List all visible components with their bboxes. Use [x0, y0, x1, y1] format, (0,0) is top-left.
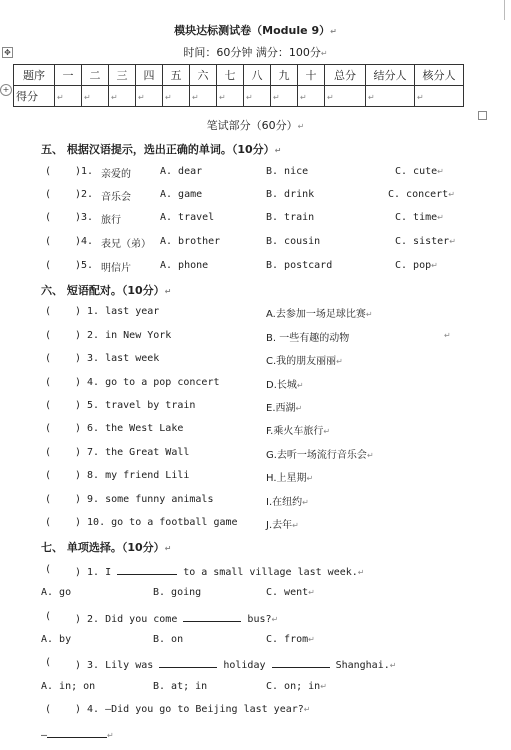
option-c: C. went↵	[266, 587, 315, 598]
answer-paren[interactable]: (	[45, 470, 52, 481]
option-c: C. sister↵	[395, 236, 456, 247]
phrase-chinese: D.长城↵	[266, 380, 304, 391]
option-c: C. pop↵	[395, 260, 438, 271]
phrase-english: ) 4. go to a pop concert	[75, 377, 220, 388]
answer-paren[interactable]: (	[45, 423, 52, 434]
phrase-chinese: E.西湖↵	[266, 403, 303, 414]
question-text: ) 2. Did you come bus?↵	[75, 611, 278, 625]
paragraph-mark: ↵	[444, 331, 451, 340]
score-cell[interactable]: ↵	[325, 86, 366, 107]
answer-paren[interactable]: (	[45, 306, 52, 317]
phrase-chinese: G.去听一场流行音乐会↵	[266, 450, 374, 461]
table-header-cell[interactable]: 四	[136, 65, 163, 86]
fill-blank[interactable]	[272, 657, 330, 668]
option-a: A. brother	[160, 236, 221, 247]
answer-paren[interactable]: (	[45, 657, 52, 668]
option-a: A. game	[160, 189, 203, 200]
phrase-english: ) 2. in New York	[75, 330, 172, 341]
phrase-chinese: H.上星期↵	[266, 473, 314, 484]
phrase-chinese: F.乘火车旅行↵	[266, 426, 331, 437]
option-b: B. nice	[266, 166, 309, 177]
option-a: A. phone	[160, 260, 209, 271]
phrase-english: ) 9. some funny animals	[75, 494, 214, 505]
option-a: A. by	[41, 634, 72, 645]
question-number: )3.	[75, 212, 94, 223]
section5-heading: 五、 根据汉语提示，选出正确的单词。（10分）↵	[41, 143, 282, 156]
table-header-cell[interactable]: 核分人	[415, 65, 464, 86]
table-move-handle[interactable]: ✥	[2, 47, 13, 58]
answer-paren[interactable]: (	[45, 564, 52, 575]
score-cell[interactable]: ↵	[163, 86, 190, 107]
option-c: C. concert↵	[388, 189, 455, 200]
exam-title: 模块达标测试卷（Module 9）↵	[174, 24, 337, 37]
question-text: ) 4. —Did you go to Beijing last year?↵	[75, 704, 311, 715]
page-edge-left	[0, 0, 1, 750]
answer-paren[interactable]: (	[45, 704, 52, 715]
option-a: A. in; on	[41, 681, 96, 692]
fill-blank[interactable]	[117, 564, 177, 575]
table-header-cell[interactable]: 结分人	[366, 65, 415, 86]
answer-paren[interactable]: (	[45, 189, 52, 200]
question-text: ) 1. I to a small village last week.↵	[75, 564, 365, 578]
question-number: )5.	[75, 260, 94, 271]
phrase-chinese: J.去年↵	[266, 520, 299, 531]
score-cell[interactable]: ↵	[366, 86, 415, 107]
phrase-english: ) 1. last year	[75, 306, 160, 317]
question-number: )4.	[75, 236, 94, 247]
score-cell[interactable]: ↵	[217, 86, 244, 107]
fill-blank[interactable]	[47, 727, 107, 738]
section7-heading: 七、 单项选择。（10分）↵	[41, 541, 172, 554]
score-table-header-row	[14, 65, 464, 86]
option-a: A. travel	[160, 212, 215, 223]
answer-paren[interactable]: (	[45, 400, 52, 411]
option-b: B. going	[153, 587, 202, 598]
table-header-cell[interactable]: 五	[163, 65, 190, 86]
table-header-cell[interactable]: 总分	[325, 65, 366, 86]
chinese-prompt: 旅行	[101, 215, 121, 226]
exam-subtitle: 时间：60分钟 满分：100分↵	[183, 46, 328, 59]
table-header-cell[interactable]: 三	[109, 65, 136, 86]
phrase-english: ) 3. last week	[75, 353, 160, 364]
score-cell[interactable]: ↵	[109, 86, 136, 107]
option-b: B. at; in	[153, 681, 208, 692]
answer-paren[interactable]: (	[45, 212, 52, 223]
score-cell[interactable]: ↵	[244, 86, 271, 107]
score-cell[interactable]: ↵	[298, 86, 325, 107]
chinese-prompt: 明信片	[101, 263, 131, 274]
answer-paren[interactable]: (	[45, 611, 52, 622]
table-header-cell[interactable]: 一	[55, 65, 82, 86]
option-a: A. dear	[160, 166, 203, 177]
option-a: A. go	[41, 587, 72, 598]
answer-paren[interactable]: (	[45, 447, 52, 458]
phrase-chinese: I.在纽约↵	[266, 497, 309, 508]
option-c: C. on; in↵	[266, 681, 327, 692]
score-table-score-row	[14, 86, 464, 107]
option-c: C. cute↵	[395, 166, 444, 177]
chinese-prompt: 音乐会	[101, 192, 131, 203]
option-b: B. train	[266, 212, 315, 223]
table-header-cell[interactable]: 八	[244, 65, 271, 86]
table-header-cell[interactable]: 题序	[14, 65, 55, 86]
score-cell[interactable]: ↵	[271, 86, 298, 107]
score-row-label[interactable]: 得分	[14, 86, 55, 107]
answer-paren[interactable]: (	[45, 353, 52, 364]
score-cell[interactable]: ↵	[415, 86, 464, 107]
option-b: B. drink	[266, 189, 315, 200]
phrase-english: ) 5. travel by train	[75, 400, 196, 411]
phrase-chinese: A.去参加一场足球比赛↵	[266, 309, 373, 320]
answer-paren[interactable]: (	[45, 166, 52, 177]
written-part-label: 笔试部分（60分）↵	[206, 119, 305, 132]
phrase-chinese: C.我的朋友丽丽↵	[266, 356, 343, 367]
page-edge-right	[504, 0, 506, 20]
table-header-cell[interactable]: 六	[190, 65, 217, 86]
answer-paren[interactable]: (	[45, 377, 52, 388]
section6-heading: 六、 短语配对。（10分）↵	[41, 284, 172, 297]
table-header-cell[interactable]: 二	[82, 65, 109, 86]
phrase-english: ) 6. the West Lake	[75, 423, 184, 434]
score-table	[13, 64, 464, 107]
table-header-cell[interactable]: 七	[217, 65, 244, 86]
question-number: )1.	[75, 166, 94, 177]
fill-blank[interactable]	[159, 657, 217, 668]
question-text: ) 3. Lily was holiday Shanghai.↵	[75, 657, 396, 671]
score-cell[interactable]: ↵	[82, 86, 109, 107]
option-c: C. time↵	[395, 212, 444, 223]
phrase-chinese: B. 一些有趣的动物	[266, 333, 350, 344]
answer-paren[interactable]: (	[45, 330, 52, 341]
answer-paren[interactable]: (	[45, 236, 52, 247]
score-cell[interactable]: ↵	[55, 86, 82, 107]
answer-paren[interactable]: (	[45, 517, 52, 528]
answer-paren[interactable]: (	[45, 260, 52, 271]
phrase-english: ) 8. my friend Lili	[75, 470, 190, 481]
question-number: )2.	[75, 189, 94, 200]
answer-line: — ↵	[41, 727, 114, 741]
phrase-english: ) 10. go to a football game	[75, 517, 238, 528]
chinese-prompt: 表兄（弟）	[101, 239, 151, 250]
phrase-english: ) 7. the Great Wall	[75, 447, 190, 458]
option-b: B. on	[153, 634, 184, 645]
option-c: C. from↵	[266, 634, 315, 645]
fill-blank[interactable]	[183, 611, 241, 622]
table-header-cell[interactable]: 九	[271, 65, 298, 86]
option-b: B. postcard	[266, 260, 333, 271]
add-row-icon[interactable]: +	[0, 84, 12, 96]
option-b: B. cousin	[266, 236, 321, 247]
table-header-cell[interactable]: 十	[298, 65, 325, 86]
answer-paren[interactable]: (	[45, 494, 52, 505]
score-cell[interactable]: ↵	[190, 86, 217, 107]
chinese-prompt: 亲爱的	[101, 169, 131, 180]
score-cell[interactable]: ↵	[136, 86, 163, 107]
